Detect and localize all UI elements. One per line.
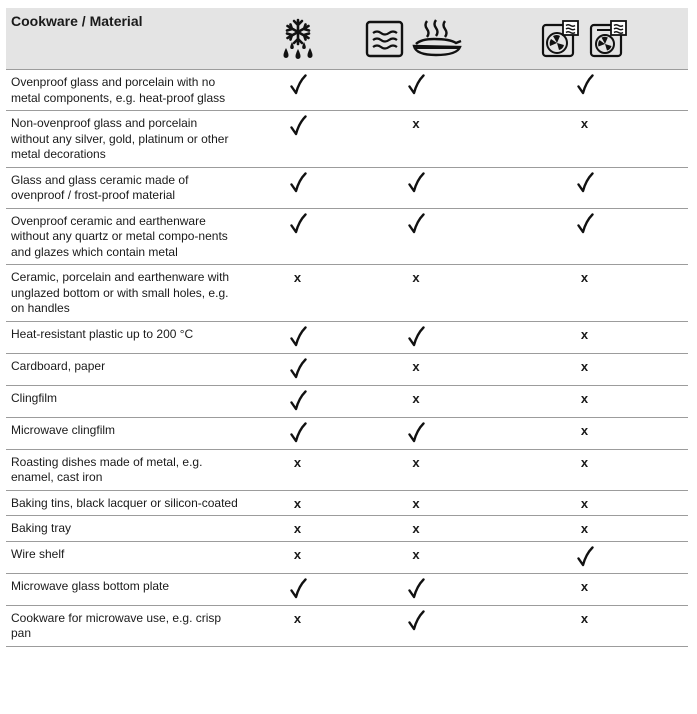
microwave-combination-cell [481,353,688,385]
material-cell: Heat-resistant plastic up to 200 °C [6,321,244,353]
tick-icon [289,74,307,96]
grill-cell [351,605,481,646]
grill-cell [351,321,481,353]
table-row [6,265,688,322]
tick-icon [407,326,425,348]
table-row [6,516,688,542]
cross-mark: x [412,358,420,374]
material-cell: Roasting dishes made of metal, e.g. enamel, cast iron [6,449,244,490]
material-cell: Microwave glass bottom plate [6,573,244,605]
tick-icon [289,326,307,348]
microwave-combination-cell [481,167,688,208]
defrost-icon [275,17,321,61]
material-column-header: Cookware / Material [6,8,244,70]
table-row [6,208,688,265]
material-cell: Non-ovenproof glass and porcelain without any silver, gold, platinum or other metal decorations [6,111,244,168]
cookware-material-table [6,8,688,647]
grill-cell [351,417,481,449]
cross-mark: x [580,422,589,438]
microwave-combination-cell [481,417,688,449]
material-cell: Wire shelf [6,541,244,573]
table-row [6,541,688,573]
cross-mark: x [293,610,302,626]
cross-mark: x [293,454,302,470]
cross-mark: x [580,326,589,342]
microwave-combination-cell [481,516,688,542]
table-row [6,353,688,385]
grill-cell [351,111,481,168]
table-row [6,605,688,646]
table-row [6,417,688,449]
tick-icon [576,546,594,568]
defrost-cell [244,573,351,605]
defrost-cell [244,70,351,111]
cross-mark: x [412,454,420,470]
cross-mark: x [412,546,420,562]
tick-icon [407,213,425,235]
defrost-cell [244,111,351,168]
tick-icon [289,578,307,600]
defrost-cell [244,449,351,490]
material-cell: Ceramic, porcelain and earthenware with unglazed bottom or with small holes, e.g. on handles [6,265,244,322]
table-row [6,449,688,490]
cross-mark: x [412,116,420,131]
grill-cell [351,449,481,490]
tick-icon [289,172,307,194]
microwave-fan-grill-icon [589,19,629,59]
microwave-combination-cell [481,111,688,168]
cross-mark: x [412,521,420,536]
header-row [6,8,688,70]
microwave-fan-icon [541,19,581,59]
grill-cell [351,353,481,385]
cross-mark: x [580,358,589,374]
cross-mark: x [580,578,589,594]
tick-icon [407,172,425,194]
tick-icon [289,390,307,412]
tick-icon [407,578,425,600]
defrost-cell [244,490,351,516]
defrost-cell [244,516,351,542]
grill-icon [364,17,468,61]
tick-icon [407,610,425,632]
microwave-combination-cell [481,265,688,322]
defrost-cell [244,167,351,208]
cross-mark: x [293,546,302,562]
table-row [6,573,688,605]
cross-mark: x [293,521,302,536]
tick-icon [576,213,594,235]
table-row [6,111,688,168]
material-cell: Baking tray [6,516,244,542]
material-cell: Clingfilm [6,385,244,417]
material-cell: Ovenproof ceramic and earthenware without any quartz or metal compo-nents and glazes which contain metal [6,208,244,265]
grill-cell [351,385,481,417]
microwave-combination-cell [481,541,688,573]
grill-cell [351,70,481,111]
cross-mark: x [580,454,589,470]
microwave-combination-column-header [481,8,688,70]
grill-cell [351,573,481,605]
cross-mark: x [412,390,420,406]
material-cell: Baking tins, black lacquer or silicon-coated [6,490,244,516]
microwave-combination-cell [481,321,688,353]
cross-mark: x [293,270,302,285]
microwave-combination-cell [481,449,688,490]
tick-icon [576,74,594,96]
cross-mark: x [580,495,589,511]
table-row [6,385,688,417]
cross-mark: x [580,521,589,536]
table-row [6,490,688,516]
defrost-column-header [244,8,351,70]
microwave-combination-cell [481,385,688,417]
tick-icon [407,74,425,96]
grill-cell [351,516,481,542]
cross-mark: x [580,390,589,406]
tick-icon [576,172,594,194]
material-cell: Microwave clingfilm [6,417,244,449]
grill-cell [351,490,481,516]
tick-icon [289,358,307,380]
microwave-combination-cell [481,605,688,646]
defrost-cell [244,208,351,265]
tick-icon [289,422,307,444]
microwave-combination-cell [481,208,688,265]
cross-mark: x [293,495,302,511]
cookware-table-container [6,8,688,647]
defrost-cell [244,265,351,322]
microwave-combination-cell [481,573,688,605]
grill-cell [351,167,481,208]
material-cell: Cardboard, paper [6,353,244,385]
defrost-cell [244,541,351,573]
defrost-cell [244,605,351,646]
cross-mark: x [580,116,589,131]
tick-icon [289,115,307,137]
grill-column-header [351,8,481,70]
table-row [6,167,688,208]
material-cell: Glass and glass ceramic made of ovenproof / frost-proof material [6,167,244,208]
cross-mark: x [412,270,420,285]
cross-mark: x [580,610,589,626]
defrost-cell [244,385,351,417]
table-row [6,321,688,353]
defrost-cell [244,321,351,353]
material-cell: Cookware for microwave use, e.g. crisp pan [6,605,244,646]
grill-cell [351,541,481,573]
grill-cell [351,208,481,265]
tick-icon [289,213,307,235]
microwave-combination-cell [481,70,688,111]
defrost-cell [244,417,351,449]
cross-mark: x [580,270,589,285]
material-cell: Ovenproof glass and porcelain with no metal components, e.g. heat-proof glass [6,70,244,111]
defrost-cell [244,353,351,385]
microwave-combination-cell [481,490,688,516]
table-row [6,70,688,111]
cross-mark: x [412,495,420,511]
tick-icon [407,422,425,444]
grill-cell [351,265,481,322]
